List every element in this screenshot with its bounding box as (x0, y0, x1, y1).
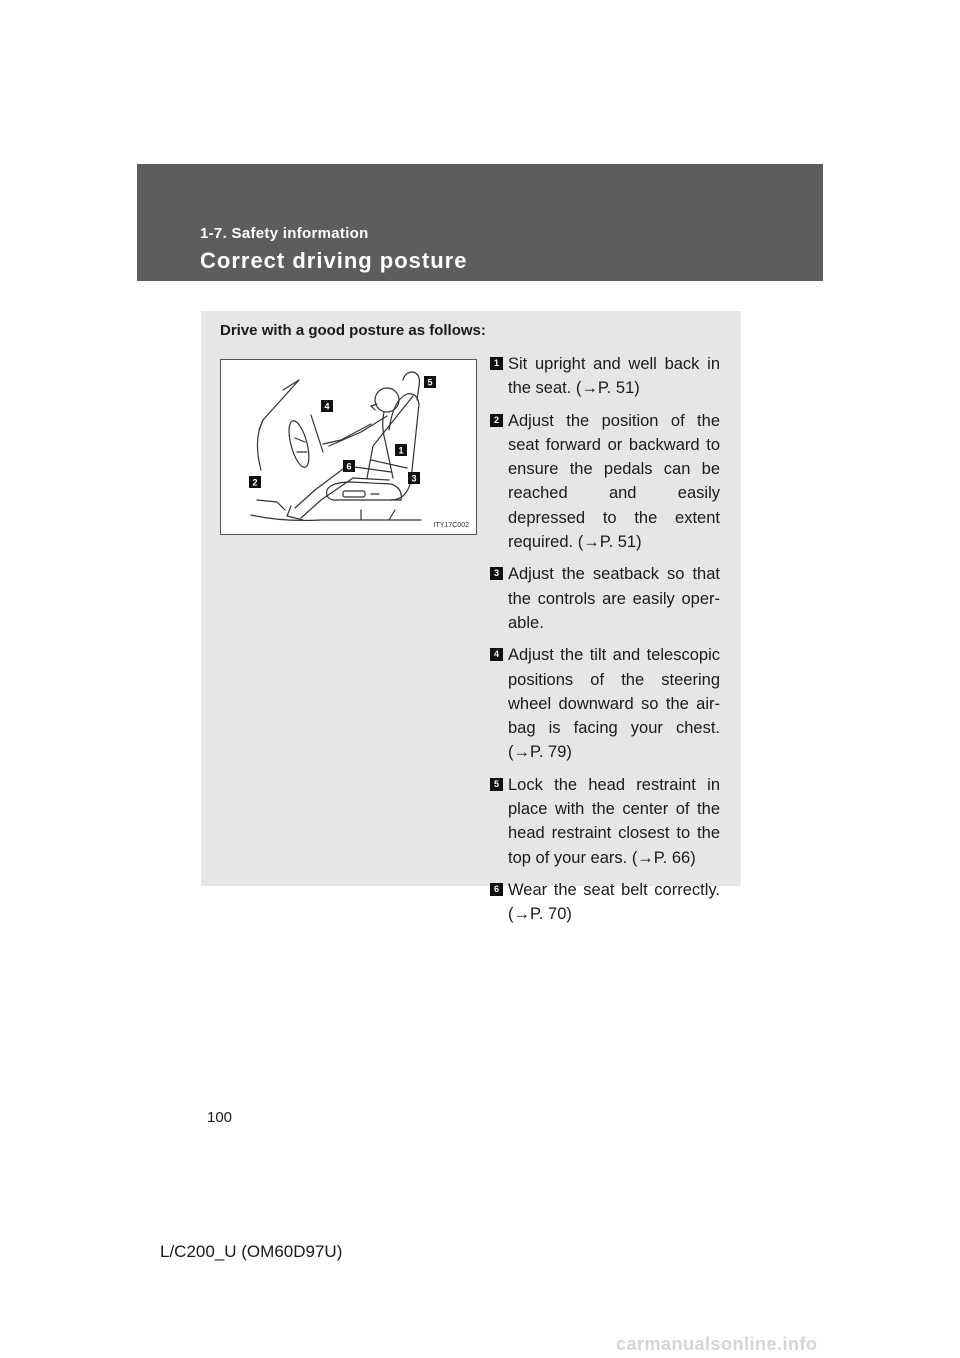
step-number-badge: 5 (490, 778, 503, 791)
page-number: 100 (207, 1109, 233, 1126)
callout-4: 4 (324, 401, 330, 412)
watermark: carmanualsonline.info (616, 1334, 818, 1354)
callout-2: 2 (252, 477, 258, 488)
intro-text: Drive with a good posture as follows: (220, 322, 486, 339)
driving-posture-illustration (220, 359, 477, 535)
step-text: Sit upright and well back in the seat. (→P. 51) (508, 355, 720, 398)
callout-1: 1 (398, 445, 404, 456)
step-text: Lock the head restraint in place with the center of the head restraint closest to the top of your ears. (→P. 66) (508, 775, 720, 867)
section-label: 1-7. Safety information (200, 225, 369, 242)
list-item (490, 878, 720, 927)
figure-code: ITY17C002 (433, 522, 469, 529)
list-item (490, 643, 720, 764)
step-text: Adjust the tilt and telescopic positions of the steering wheel downward so the air-bag is facing your chest. (→P. 79) (508, 646, 720, 762)
step-text: Adjust the position of the seat forward or backward to ensure the pedals can be reached and easily depressed to the extent required. (→P. 51) (508, 411, 720, 552)
content-panel (201, 311, 741, 924)
callout-layer (221, 360, 476, 534)
step-number-badge: 3 (490, 567, 503, 580)
step-number-badge: 4 (490, 648, 503, 661)
page-title: Correct driving posture (200, 248, 468, 273)
section-header (137, 164, 823, 281)
step-number-badge: 1 (490, 357, 503, 370)
list-item (490, 773, 720, 870)
list-item (490, 562, 720, 635)
step-number-badge: 6 (490, 883, 503, 896)
posture-steps-list (490, 352, 720, 935)
callout-3: 3 (411, 473, 417, 484)
callout-6: 6 (346, 461, 352, 472)
step-text: Wear the seat belt correctly. (→P. 70) (508, 880, 720, 924)
step-number-badge: 2 (490, 414, 503, 427)
callout-5: 5 (427, 377, 433, 388)
step-text: Adjust the seatback so that the controls are easily oper-able. (508, 565, 720, 632)
list-item (490, 352, 720, 401)
document-code: L/C200_U (OM60D97U) (160, 1242, 343, 1261)
list-item (490, 409, 720, 555)
